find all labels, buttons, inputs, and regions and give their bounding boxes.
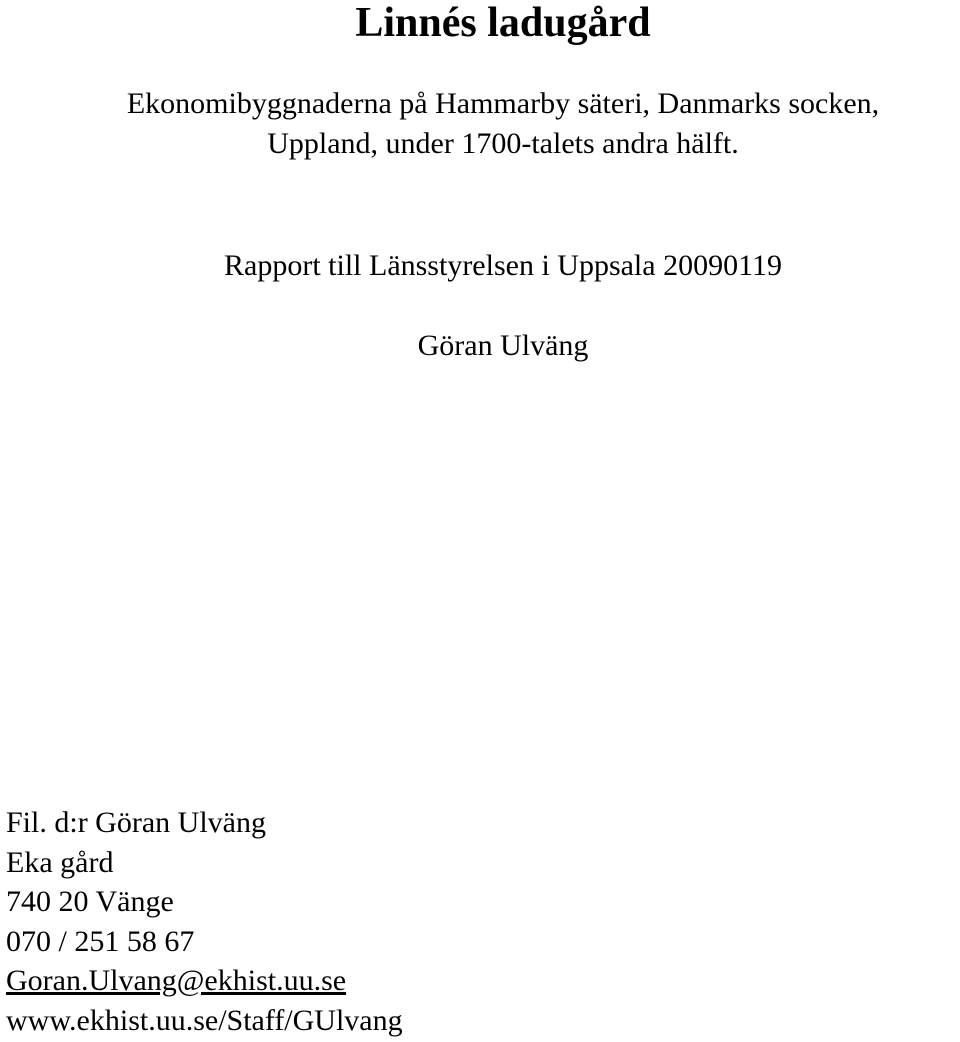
- email-link[interactable]: Goran.Ulvang@ekhist.uu.se: [6, 964, 347, 997]
- contact-block: [6, 803, 403, 1040]
- website-text: www.ekhist.uu.se/Staff/GUlvang: [6, 1003, 403, 1037]
- subtitle-line-1: Ekonomibyggnaderna på Hammarby säteri, Danmarks socken,: [126, 87, 880, 120]
- contact-address-1: Eka gård: [6, 845, 114, 879]
- author-name: Göran Ulväng: [417, 329, 589, 362]
- contact-name: Fil. d:r Göran Ulväng: [6, 806, 266, 839]
- subtitle-line-2: Uppland, under 1700-talets andra hälft.: [267, 127, 739, 160]
- document-subtitle: [23, 84, 960, 164]
- contact-phone: 070 / 251 58 67: [6, 924, 195, 958]
- document-title: Linnés ladugård: [355, 0, 651, 46]
- contact-address-2: 740 20 Vänge: [6, 885, 174, 918]
- report-line: Rapport till Länsstyrelsen i Uppsala 20090119: [224, 249, 782, 282]
